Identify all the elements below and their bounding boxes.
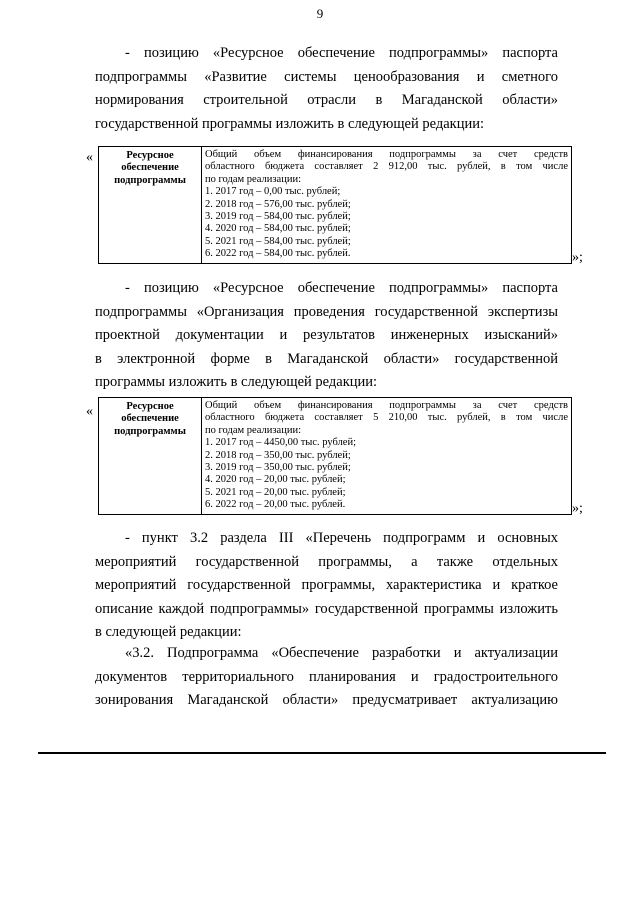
value-line: 4. 2020 год – 20,00 тыс. рублей; [205, 474, 346, 486]
label-line: обеспечение [121, 162, 179, 174]
text-line: в электронной форме в Магаданской области» государственной [95, 350, 558, 367]
label-line: обеспечение [121, 413, 179, 425]
text-line: описание каждой подпрограммы» государственной программы изложить [95, 600, 558, 617]
value-line: 6. 2022 год – 584,00 тыс. рублей. [205, 248, 351, 260]
text-line: документов территориального планирования и градостроительного [95, 668, 558, 685]
table-2-quote-open: « [86, 404, 93, 419]
text-line: - позицию «Ресурсное обеспечение подпрограммы» паспорта [125, 45, 558, 61]
paragraph-3 [95, 527, 558, 645]
value-line: 2. 2018 год – 350,00 тыс. рублей; [205, 449, 351, 461]
table-1-quote-close: »; [572, 250, 583, 265]
text-line: - позицию «Ресурсное обеспечение подпрограммы» паспорта [125, 280, 558, 296]
text-line: проектной документации и результатов инженерных изысканий» [95, 327, 558, 343]
resource-table-2 [98, 397, 572, 515]
paragraph-2 [95, 277, 558, 395]
page-bottom-rule [38, 752, 606, 754]
text-line: мероприятий государственной программы, а также отдельных [95, 553, 558, 570]
value-line: 5. 2021 год – 20,00 тыс. рублей; [205, 486, 346, 498]
text-line: - пункт 3.2 раздела III «Перечень подпрограмм и основных [125, 530, 558, 546]
paragraph-1 [95, 42, 558, 136]
text-line: «3.2. Подпрограмма «Обеспечение разработки и актуализации [125, 645, 558, 661]
table-1-label-cell [99, 147, 202, 264]
table-2-value-cell [202, 398, 572, 515]
value-line: 2. 2018 год – 576,00 тыс. рублей; [205, 198, 351, 210]
value-line: Общий объем финансирования подпрограммы за счет средств [205, 149, 568, 160]
text-line: мероприятий государственной программы, характеристика и краткое [95, 577, 558, 593]
text-line: программы изложить в следующей редакции: [95, 374, 378, 390]
page-number: 9 [316, 6, 324, 21]
value-line: 3. 2019 год – 584,00 тыс. рублей; [205, 211, 351, 223]
label-line: подпрограммы [114, 425, 186, 437]
value-line: 4. 2020 год – 584,00 тыс. рублей; [205, 223, 351, 235]
text-line: подпрограммы «Развитие системы ценообразования и сметного [95, 68, 558, 85]
value-line: 3. 2019 год – 350,00 тыс. рублей; [205, 462, 351, 474]
value-line: Общий объем финансирования подпрограммы за счет средств [205, 400, 568, 411]
value-line: 1. 2017 год – 4450,00 тыс. рублей; [205, 437, 357, 449]
value-line: 5. 2021 год – 584,00 тыс. рублей; [205, 235, 351, 247]
text-line: государственной программы изложить в следующей редакции: [95, 115, 485, 132]
value-line: по годам реализации: [205, 424, 301, 436]
table-2-label-cell [99, 398, 202, 515]
table-1-quote-open: « [86, 150, 93, 165]
text-line: подпрограммы «Организация проведения государственной экспертизы [95, 303, 558, 320]
label-line: подпрограммы [114, 174, 186, 186]
value-line: областного бюджета составляет 5 210,00 тыс. рублей, в том числе [205, 412, 568, 424]
value-line: 6. 2022 год – 20,00 тыс. рублей. [205, 499, 346, 511]
value-line: 1. 2017 год – 0,00 тыс. рублей; [205, 186, 341, 198]
value-line: областного бюджета составляет 2 912,00 тыс. рублей, в том числе [205, 161, 568, 173]
text-line: в следующей редакции: [95, 624, 242, 640]
value-line: по годам реализации: [205, 173, 301, 185]
resource-table-1 [98, 146, 572, 264]
label-line: Ресурсное [126, 150, 174, 161]
table-2-quote-close: »; [572, 501, 583, 516]
text-line: зонирования Магаданской области» предусматривает актуализацию [95, 692, 558, 708]
table-1-value-cell [202, 147, 572, 264]
text-line: нормирования строительной отрасли в Магаданской области» [95, 92, 558, 108]
paragraph-4 [95, 642, 558, 713]
label-line: Ресурсное [126, 401, 174, 412]
